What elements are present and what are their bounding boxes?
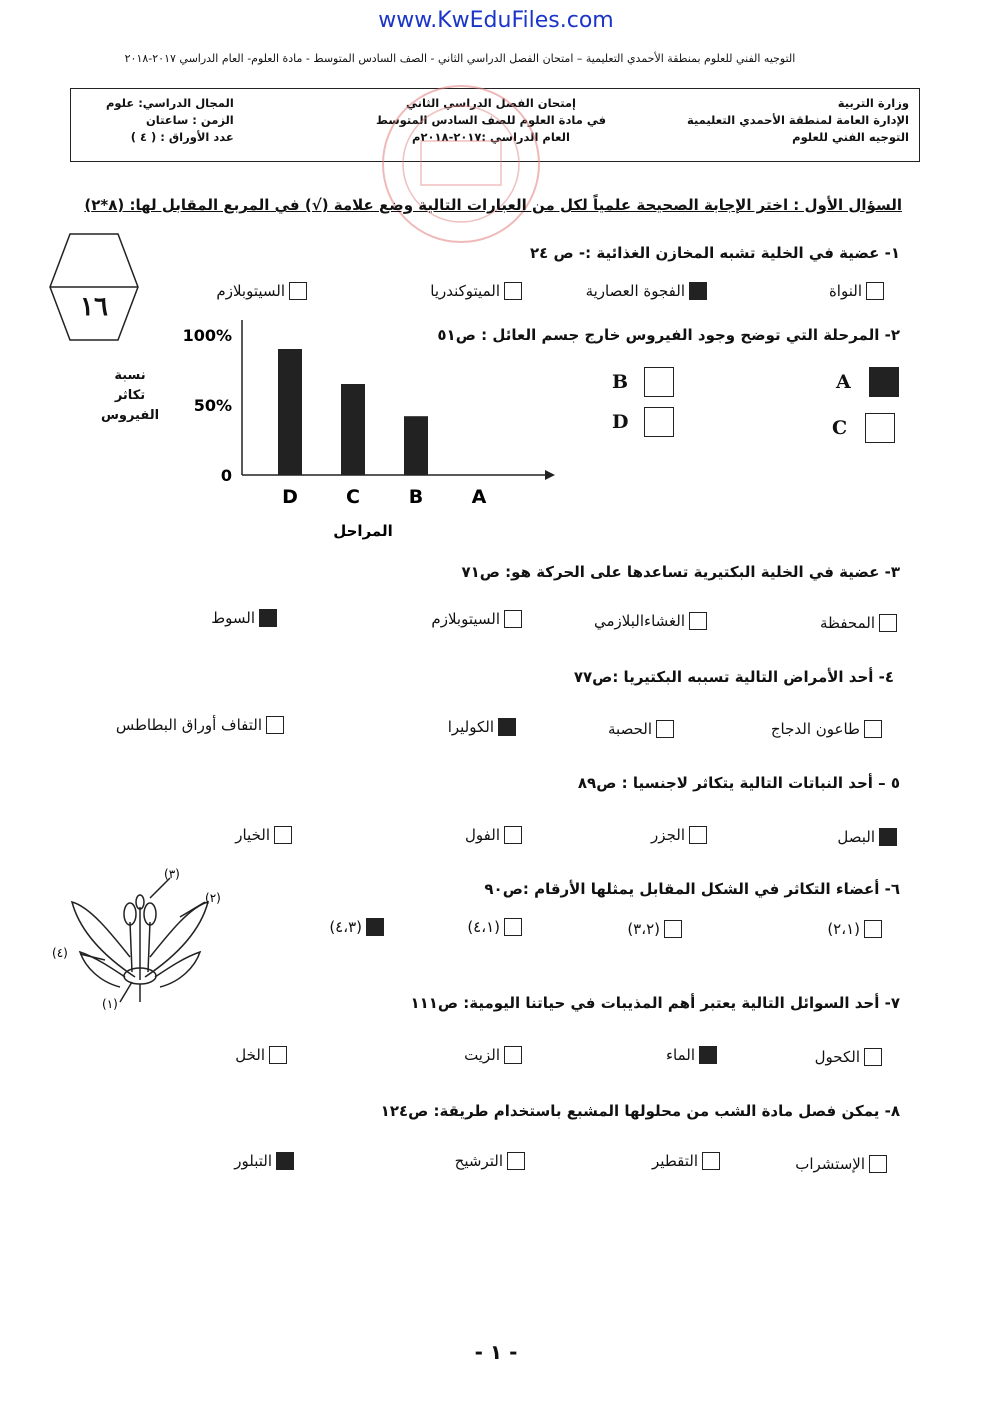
chart-bar-b	[404, 416, 428, 475]
flower-petal-left	[72, 902, 135, 977]
hexagon-icon	[48, 232, 140, 342]
checkbox-checked[interactable]	[879, 828, 897, 846]
checkbox[interactable]	[869, 1155, 887, 1173]
question-6: ٦- أعضاء التكاثر في الشكل المقابل يمثلها الأرقام :ص٩٠	[484, 880, 900, 898]
checkbox[interactable]	[504, 918, 522, 936]
checkbox[interactable]	[504, 826, 522, 844]
x-axis-arrow-icon	[545, 470, 555, 480]
flower-stigma	[136, 895, 144, 909]
chart-ytick: 100%	[182, 326, 232, 345]
q6-option-3[interactable]: (٤،١)	[467, 918, 522, 936]
page-count: عدد الأوراق : ( ٤ )	[130, 130, 234, 144]
q7-option-4[interactable]: الخل	[235, 1046, 287, 1064]
q3-option-4[interactable]: السوط	[211, 609, 277, 627]
checkbox-checked[interactable]	[366, 918, 384, 936]
q4-option-1[interactable]: طاعون الدجاج	[771, 720, 882, 738]
checkbox[interactable]	[879, 614, 897, 632]
checkbox[interactable]	[504, 610, 522, 628]
chart-xtick-a: A	[471, 486, 487, 508]
question-7: ٧- أحد السوائل التالية يعتبر أهم المذيبات في حياتنا اليومية: ص١١١	[410, 994, 900, 1012]
q3-option-2[interactable]: الغشاءالبلازمي	[594, 612, 707, 630]
q6-option-1[interactable]: (٢،١)	[827, 920, 882, 938]
checkbox[interactable]	[289, 282, 307, 300]
checkbox[interactable]	[664, 920, 682, 938]
checkbox-checked[interactable]	[689, 282, 707, 300]
section-title: السؤال الأول : اختر الإجابة الصحيحة علمياً لكل من العبارات التالية وضع علامة (√) في المربع المقابل لها: (٨*٢)	[84, 196, 902, 214]
q6-option-2[interactable]: (٣،٢)	[627, 920, 682, 938]
exam-year: العام الدراسي :٢٠١٧-٢٠١٨م	[412, 130, 570, 144]
chart-ytick: 0	[220, 466, 232, 485]
checkbox[interactable]	[702, 1152, 720, 1170]
subject-field: المجال الدراسي: علوم	[106, 96, 234, 110]
q1-option-2[interactable]: الفجوة العصارية	[586, 282, 707, 300]
score-value: ١٦	[80, 292, 108, 322]
q4-option-4[interactable]: التفاف أوراق البطاطس	[116, 716, 284, 734]
q8-option-2[interactable]: التقطير	[652, 1152, 720, 1170]
header-info	[106, 95, 234, 146]
chart-bar-c	[341, 384, 365, 475]
q5-option-4[interactable]: الخيار	[235, 826, 292, 844]
checkbox-checked[interactable]	[498, 718, 516, 736]
question-1: ١- عضية في الخلية تشبه المخازن الغذائية :- ص ٢٤	[530, 244, 900, 262]
stamp-icon	[361, 79, 561, 259]
checkbox[interactable]	[689, 612, 707, 630]
header-box	[70, 88, 920, 162]
directorate-line: الإدارة العامة لمنطقة الأحمدي التعليمية	[686, 113, 909, 127]
chart-ylabel: نسبة تكاثر الفيروس	[100, 368, 160, 423]
checkbox[interactable]	[865, 413, 895, 443]
checkbox[interactable]	[656, 720, 674, 738]
exam-name: إمتحان الفصل الدراسي الثاني	[406, 96, 576, 110]
checkbox[interactable]	[644, 407, 674, 437]
q4-option-3[interactable]: الكوليرا	[448, 718, 516, 736]
chart-bar-d	[278, 349, 302, 475]
checkbox[interactable]	[866, 282, 884, 300]
flower-petal-right	[145, 902, 208, 977]
site-url[interactable]: www.KwEduFiles.com	[378, 8, 614, 33]
checkbox[interactable]	[644, 367, 674, 397]
q3-option-3[interactable]: السيتوبلازم	[431, 610, 522, 628]
q5-option-2[interactable]: الجزر	[651, 826, 707, 844]
supervision-line: التوجيه الفني للعلوم	[792, 130, 909, 144]
page-number: - ١ -	[474, 1340, 518, 1364]
q2-option-c[interactable]: C	[832, 413, 895, 443]
q5-option-3[interactable]: الفول	[465, 826, 522, 844]
chart-xtick-c: C	[346, 486, 360, 508]
flower-diagram	[50, 862, 230, 1012]
q4-option-2[interactable]: الحصبة	[608, 720, 674, 738]
checkbox-checked[interactable]	[276, 1152, 294, 1170]
q8-option-3[interactable]: الترشيح	[455, 1152, 525, 1170]
pointer-3	[150, 878, 170, 898]
score-hexagon	[48, 232, 140, 342]
flower-anther-right	[144, 903, 156, 925]
checkbox[interactable]	[864, 920, 882, 938]
q8-option-4[interactable]: التبلور	[234, 1152, 294, 1170]
checkbox[interactable]	[274, 826, 292, 844]
virus-chart	[170, 320, 570, 550]
ministry-line: وزارة التربية	[837, 96, 909, 110]
checkbox[interactable]	[864, 720, 882, 738]
question-5: ٥ – أحد النباتات التالية يتكاثر لاجنسيا : ص٨٩	[577, 774, 900, 792]
question-3: ٣- عضية في الخلية البكتيرية تساعدها على الحركة هو: ص٧١	[461, 563, 900, 581]
chart-xlabel: المراحل	[333, 522, 393, 540]
chart-xtick-d: D	[282, 486, 298, 508]
exam-time: الزمن : ساعتان	[145, 113, 234, 127]
q2-option-b[interactable]: B	[612, 367, 674, 397]
flower-label-2: (٢)	[205, 891, 221, 905]
flower-anther-left	[124, 903, 136, 925]
checkbox[interactable]	[266, 716, 284, 734]
flower-sepal-left	[80, 952, 125, 987]
pointer-2	[180, 902, 205, 917]
checkbox-checked[interactable]	[259, 609, 277, 627]
flower-label-1: (١)	[102, 997, 118, 1011]
question-4: ٤- أحد الأمراض التالية تسببه البكتيريا :ص٧٧	[573, 668, 894, 686]
q6-option-4[interactable]: (٤،٣)	[329, 918, 384, 936]
flower-sepal-right	[155, 952, 200, 987]
checkbox[interactable]	[504, 282, 522, 300]
q2-option-a[interactable]: A	[836, 367, 899, 397]
checkbox-checked[interactable]	[699, 1046, 717, 1064]
q3-option-1[interactable]: المحفظة	[820, 614, 897, 632]
chart-xtick-b: B	[408, 486, 424, 508]
question-8: ٨- يمكن فصل مادة الشب من محلولها المشبع باستخدام طريقة: ص١٢٤	[380, 1102, 900, 1120]
q2-option-d[interactable]: D	[612, 407, 674, 437]
q7-option-2[interactable]: الماء	[666, 1046, 717, 1064]
pointer-1	[120, 982, 132, 1002]
q5-option-1[interactable]: البصل	[837, 828, 897, 846]
flower-label-3: (٣)	[164, 867, 180, 881]
header-ministry	[687, 95, 909, 146]
exam-subtitle: التوجيه الفني للعلوم بمنطقة الأحمدي التعليمية – امتحان الفصل الدراسي الثاني - الصف السادس المتوسط - مادة العلوم- العام الدراسي ٢٠١٧-٢٠١٨	[124, 52, 796, 65]
exam-subject: في مادة العلوم للصف السادس المتوسط	[376, 113, 606, 127]
checkbox[interactable]	[864, 1048, 882, 1066]
checkbox-checked[interactable]	[869, 367, 899, 397]
flower-label-4: (٤)	[52, 946, 68, 960]
checkbox[interactable]	[269, 1046, 287, 1064]
question-2: ٢- المرحلة التي توضح وجود الفيروس خارج جسم العائل : ص٥١	[437, 326, 900, 344]
checkbox[interactable]	[504, 1046, 522, 1064]
q1-option-3[interactable]: الميتوكندريا	[430, 282, 522, 300]
q1-option-4[interactable]: السيتوبلازم	[216, 282, 307, 300]
checkbox[interactable]	[689, 826, 707, 844]
q7-option-3[interactable]: الزيت	[464, 1046, 522, 1064]
checkbox[interactable]	[507, 1152, 525, 1170]
q8-option-1[interactable]: الإستشراب	[795, 1155, 887, 1173]
q7-option-1[interactable]: الكحول	[815, 1048, 882, 1066]
q1-option-1[interactable]: النواة	[829, 282, 884, 300]
chart-ytick: 50%	[193, 396, 232, 415]
